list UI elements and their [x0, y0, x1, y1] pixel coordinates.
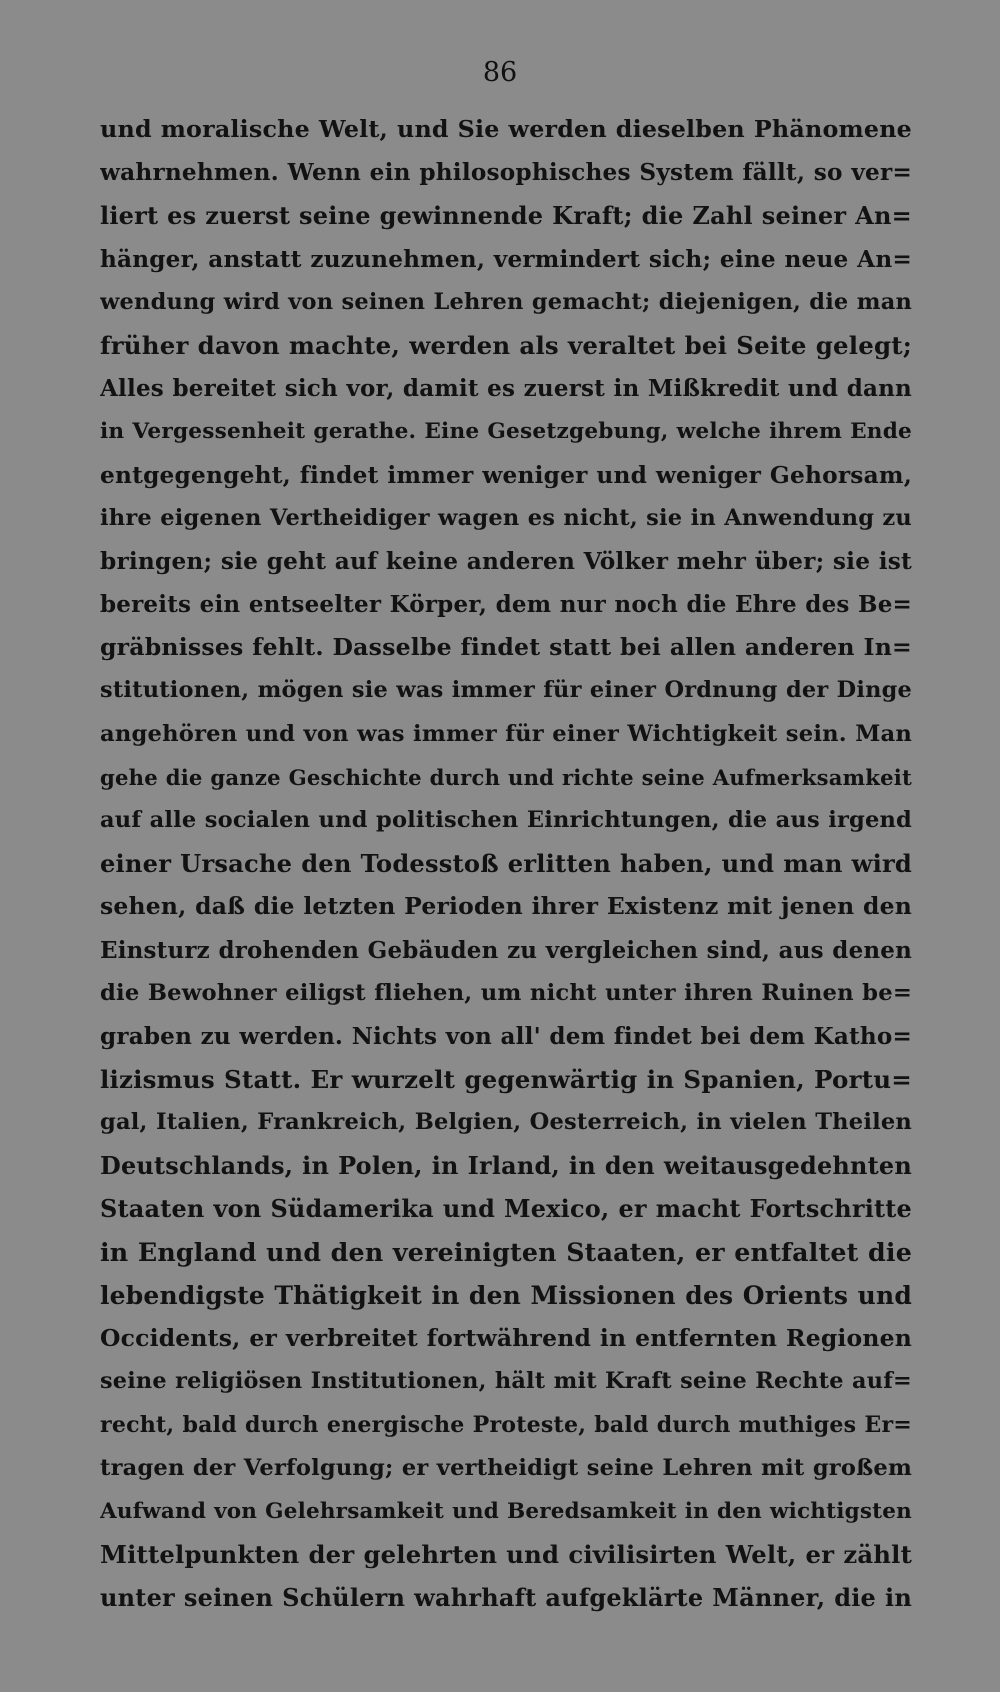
text-line: wahrnehmen. Wenn ein philosophisches System fällt, so ver= [100, 159, 912, 187]
text-line: liert es zuerst seine gewinnende Kraft; die Zahl seiner An= [100, 201, 912, 231]
text-line: einer Ursache den Todesstoß erlitten haben, und man wird [100, 849, 912, 879]
text-line: seine religiösen Institutionen, hält mit Kraft seine Rechte auf= [100, 1368, 912, 1395]
text-line: lebendigste Thätigkeit in den Missionen des Orients und [100, 1281, 912, 1311]
text-line: gehe die ganze Geschichte durch und richte seine Aufmerksamkeit [100, 764, 912, 790]
text-line: ihre eigenen Vertheidiger wagen es nicht, sie in Anwendung zu [100, 504, 912, 531]
text-line: stitutionen, mögen sie was immer für einer Ordnung der Dinge [100, 677, 912, 704]
text-line: Deutschlands, in Polen, in Irland, in den weitausgedehnten [100, 1151, 912, 1180]
text-line: Alles bereitet sich vor, damit es zuerst in Mißkredit und dann [100, 375, 912, 403]
text-line: graben zu werden. Nichts von all' dem findet bei dem Katho= [100, 1022, 912, 1050]
text-line: die Bewohner eiligst fliehen, um nicht unter ihren Ruinen be= [100, 979, 912, 1006]
text-line: Staaten von Südamerika und Mexico, er macht Fortschritte [100, 1194, 912, 1223]
body-text [100, 108, 912, 1620]
text-line: früher davon machte, werden als veraltet bei Seite gelegt; [100, 330, 912, 360]
text-line: Mittelpunkten der gelehrten und civilisirten Welt, er zählt [100, 1540, 912, 1570]
text-line: lizismus Statt. Er wurzelt gegenwärtig in Spanien, Portu= [100, 1065, 912, 1095]
text-line: auf alle socialen und politischen Einrichtungen, die aus irgend [100, 807, 912, 833]
text-line: und moralische Welt, und Sie werden dieselben Phänomene [100, 115, 912, 143]
text-line: entgegengeht, findet immer weniger und weniger Gehorsam, [100, 461, 912, 489]
text-line: bringen; sie geht auf keine anderen Völker mehr über; sie ist [100, 547, 912, 575]
text-line: Aufwand von Gelehrsamkeit und Beredsamkeit in den wichtigsten [100, 1499, 912, 1524]
text-line: hänger, anstatt zuzunehmen, vermindert sich; eine neue An= [100, 245, 912, 273]
text-line: Einsturz drohenden Gebäuden zu vergleichen sind, aus denen [100, 936, 912, 964]
text-line: Occidents, er verbreitet fortwährend in entfernten Regionen [100, 1324, 912, 1353]
text-line: tragen der Verfolgung; er vertheidigt seine Lehren mit großem [100, 1454, 912, 1481]
text-line: angehören und von was immer für einer Wichtigkeit sein. Man [100, 720, 912, 747]
text-line: wendung wird von seinen Lehren gemacht; diejenigen, die man [100, 288, 912, 315]
text-line: unter seinen Schülern wahrhaft aufgeklärte Männer, die in [100, 1583, 912, 1613]
text-line: in England und den vereinigten Staaten, er entfaltet die [100, 1236, 912, 1267]
text-line: gräbnisses fehlt. Dasselbe findet statt bei allen anderen In= [100, 633, 912, 662]
text-line: gal, Italien, Frankreich, Belgien, Oesterreich, in vielen Theilen [100, 1109, 912, 1136]
text-line: recht, bald durch energische Proteste, bald durch muthiges Er= [100, 1411, 912, 1438]
page-number: 86 [482, 57, 518, 88]
text-line: sehen, daß die letzten Perioden ihrer Existenz mit jenen den [100, 892, 912, 921]
text-line: bereits ein entseelter Körper, dem nur noch die Ehre des Be= [100, 591, 912, 619]
text-line: in Vergessenheit gerathe. Eine Gesetzgebung, welche ihrem Ende [100, 419, 912, 445]
